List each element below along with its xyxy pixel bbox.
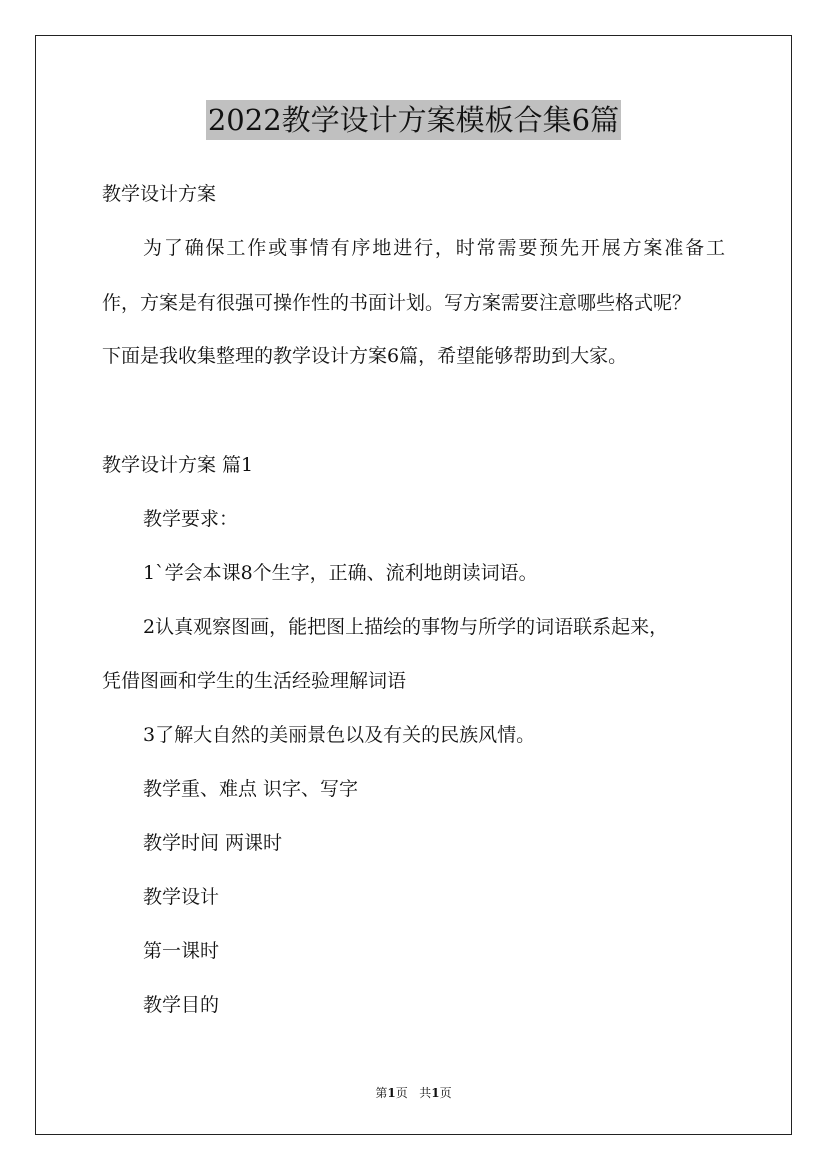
intro-line-2: 作，方案是有很强可操作性的书面计划。写方案需要注意哪些格式呢？ bbox=[102, 292, 692, 314]
requirement-item-1: 1`学会本课8个生字，正确、流利地朗读词语。 bbox=[143, 562, 538, 584]
first-lesson: 第一课时 bbox=[143, 940, 220, 962]
requirement-item-2b: 凭借图画和学生的生活经验理解词语 bbox=[102, 670, 407, 692]
requirements-label: 教学要求： bbox=[143, 508, 239, 530]
title-container bbox=[0, 100, 827, 140]
intro-line-1: 为了确保工作或事情有序地进行，时常需要预先开展方案准备工 bbox=[143, 237, 725, 259]
footer-total-number: 1 bbox=[431, 1086, 440, 1100]
page-footer bbox=[0, 1084, 827, 1101]
teaching-goal: 教学目的 bbox=[143, 994, 220, 1016]
section-heading: 教学设计方案 bbox=[102, 183, 217, 205]
chapter-heading: 教学设计方案 篇1 bbox=[102, 454, 254, 476]
document-title: 2022教学设计方案模板合集6篇 bbox=[206, 100, 621, 140]
teaching-time: 教学时间 两课时 bbox=[143, 832, 283, 854]
footer-total-suffix: 页 bbox=[439, 1086, 452, 1100]
footer-page-prefix: 第 bbox=[375, 1086, 388, 1100]
key-points: 教学重、难点 识字、写字 bbox=[143, 778, 359, 800]
footer-page-number: 1 bbox=[387, 1086, 396, 1100]
footer-total-prefix: 共 bbox=[419, 1086, 432, 1100]
intro-line-3: 下面是我收集整理的教学设计方案6篇，希望能够帮助到大家。 bbox=[102, 345, 628, 367]
requirement-item-2a: 2认真观察图画，能把图上描绘的事物与所学的词语联系起来， bbox=[143, 616, 669, 638]
footer-page-suffix: 页 bbox=[395, 1086, 408, 1100]
teaching-design: 教学设计 bbox=[143, 886, 220, 908]
requirement-item-3: 3了解大自然的美丽景色以及有关的民族风情。 bbox=[143, 724, 536, 746]
